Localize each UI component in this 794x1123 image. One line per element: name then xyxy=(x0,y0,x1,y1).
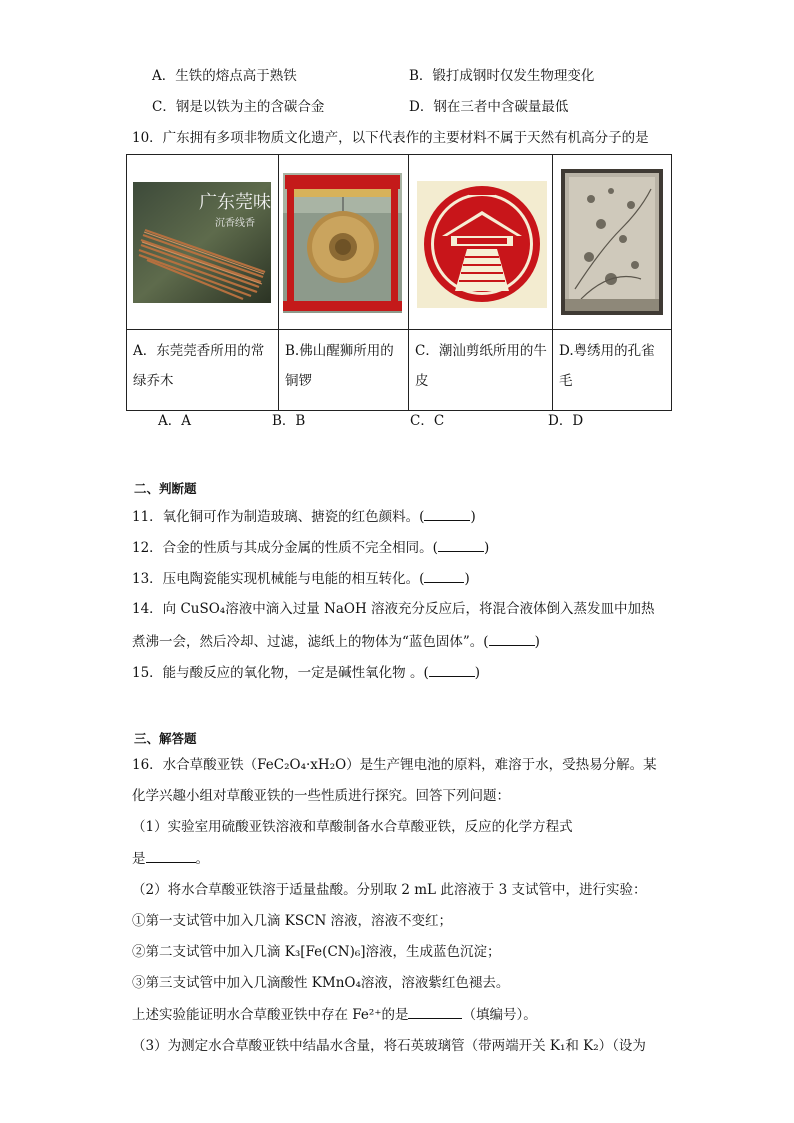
incense-caption-title: 广东莞味 xyxy=(199,192,271,213)
q10-options-table xyxy=(126,154,672,411)
image-cell-d xyxy=(553,155,672,330)
incense-caption-sub: 沉香线香 xyxy=(215,218,255,229)
q10-answer-b: B．B xyxy=(272,413,306,429)
q16-part2-line1: （2）将水合草酸亚铁溶于适量盐酸。分别取 2 mL 此溶液于 3 支试管中，进行实验： xyxy=(132,882,647,898)
q9-option-a: A．生铁的熔点高于熟铁 xyxy=(152,68,297,84)
q13: 13．压电陶瓷能实现机械能与电能的相互转化。( ) xyxy=(132,568,470,589)
image-cell-b xyxy=(279,155,409,330)
q9-option-d: D．钢在三者中含碳量最低 xyxy=(409,99,569,115)
q16-part2-question: 上述实验能证明水合草酸亚铁中存在 Fe²⁺的是 （填编号）。 xyxy=(132,1004,537,1025)
answer-blank[interactable] xyxy=(424,568,464,583)
q16-part2-exp1: ①第一支试管中加入几滴 KSCN 溶液，溶液不变红； xyxy=(132,913,453,929)
q14-line1: 14．向 CuSO₄溶液中滴入过量 NaOH 溶液充分反应后，将混合液体倒入蒸发皿中加热 xyxy=(132,601,655,617)
q16-line1: 16．水合草酸亚铁（FeC₂O₄·xH₂O）是生产锂电池的原料，难溶于水，受热易分解。某 xyxy=(132,757,657,773)
q16-part2-exp3: ③第三支试管中加入几滴酸性 KMnO₄溶液，溶液紫红色褪去。 xyxy=(132,975,510,991)
incense-image xyxy=(133,182,271,303)
papercut-image xyxy=(417,181,547,308)
answer-blank[interactable] xyxy=(424,506,470,521)
q10-answer-c: C．C xyxy=(410,413,445,429)
q16-part2-exp2: ②第二支试管中加入几滴 K₃[Fe(CN)₆]溶液，生成蓝色沉淀； xyxy=(132,944,501,960)
q10-answer-a: A．A xyxy=(158,413,191,429)
q15: 15．能与酸反应的氧化物，一定是碱性氧化物 。( ) xyxy=(132,662,480,683)
image-cell-a xyxy=(127,155,279,330)
q16-line2: 化学兴趣小组对草酸亚铁的一些性质进行探究。回答下列问题： xyxy=(132,788,510,804)
q16-part3-line1: （3）为测定水合草酸亚铁中结晶水含量，将石英玻璃管（带两端开关 K₁和 K₂）（设为 xyxy=(132,1038,646,1054)
answer-blank[interactable] xyxy=(489,631,535,646)
option-text-b: B.佛山醒狮所用的铜锣 xyxy=(279,330,409,411)
image-cell-c xyxy=(409,155,553,330)
option-text-c: C．潮汕剪纸所用的牛皮 xyxy=(409,330,553,411)
section-heading-answer: 三、解答题 xyxy=(134,731,197,746)
q9-option-c: C．钢是以铁为主的含碳合金 xyxy=(152,99,325,115)
section-heading-judgement: 二、判断题 xyxy=(134,481,197,496)
q11: 11．氧化铜可作为制造玻璃、搪瓷的红色颜料。( ) xyxy=(132,506,476,527)
option-text-d: D.粤绣用的孔雀毛 xyxy=(553,330,672,411)
gong-image xyxy=(283,173,402,313)
answer-blank[interactable] xyxy=(146,848,196,863)
q16-part1-line1: （1）实验室用硫酸亚铁溶液和草酸制备水合草酸亚铁，反应的化学方程式 xyxy=(132,819,573,835)
answer-blank[interactable] xyxy=(408,1004,462,1019)
q9-option-b: B．锻打成钢时仅发生物理变化 xyxy=(409,68,595,84)
q10-stem: 10．广东拥有多项非物质文化遗产，以下代表作的主要材料不属于天然有机高分子的是 xyxy=(132,130,649,146)
q16-part1-line2: 是 。 xyxy=(132,848,209,869)
q12: 12．合金的性质与其成分金属的性质不完全相同。( ) xyxy=(132,537,489,558)
embroidery-image xyxy=(561,169,663,315)
answer-blank[interactable] xyxy=(429,662,475,677)
answer-blank[interactable] xyxy=(438,537,484,552)
q10-answer-d: D．D xyxy=(548,413,584,429)
q14-line2: 煮沸一会，然后冷却、过滤，滤纸上的物体为“蓝色固体”。( ) xyxy=(132,631,540,652)
option-text-a: A．东莞莞香所用的常绿乔木 xyxy=(127,330,279,411)
